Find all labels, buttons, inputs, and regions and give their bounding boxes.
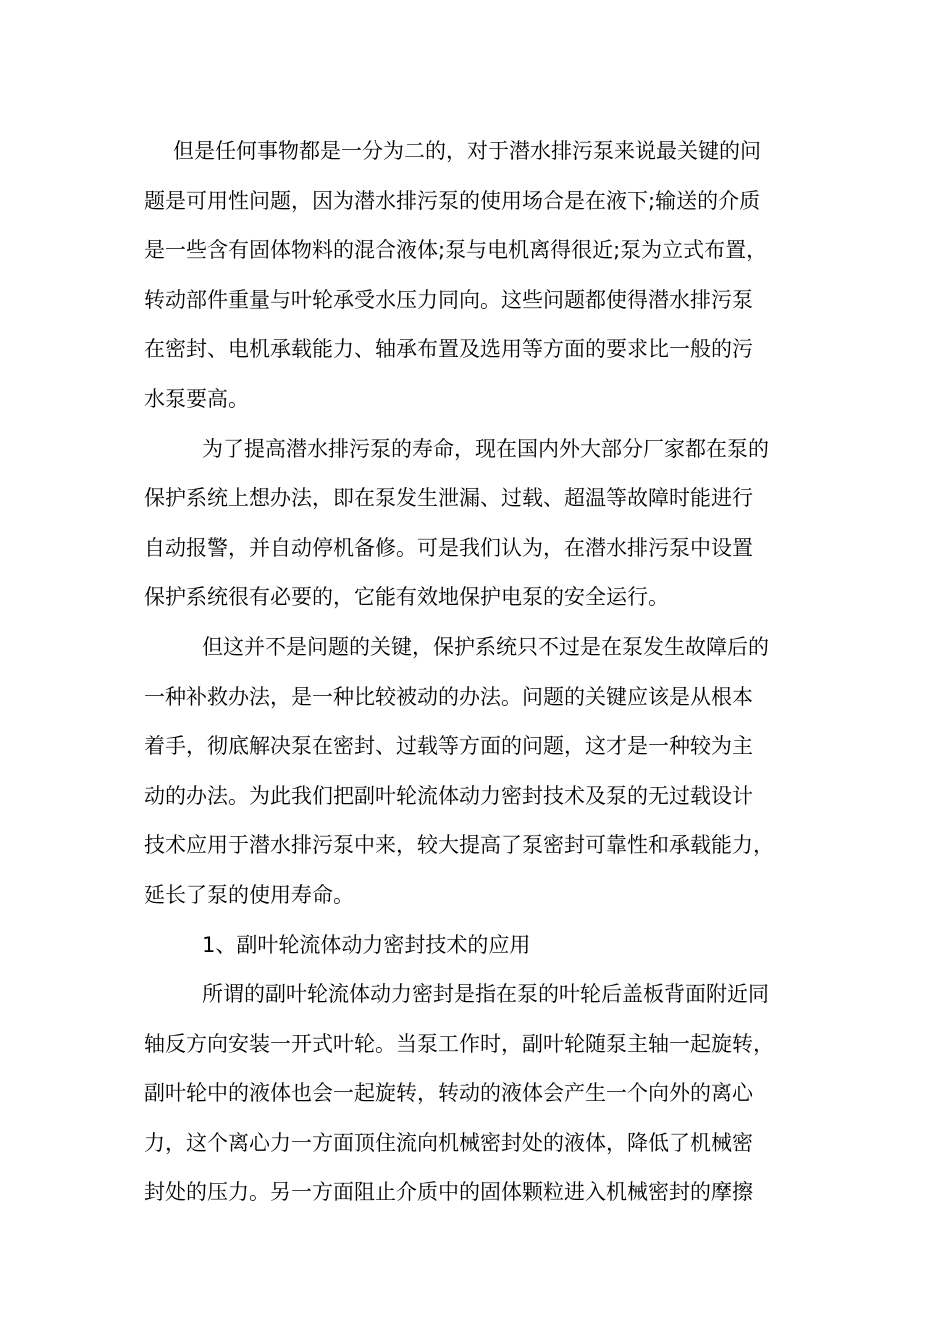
- text-line-4: 转动部件重量与叶轮承受水压力同向。这些问题都使得潜水排污泵: [144, 287, 753, 312]
- text-line-16: 延长了泵的使用寿命。: [144, 882, 354, 907]
- text-line-6: 水泵要高。: [144, 386, 249, 411]
- text-line-9: 自动报警，并自动停机备修。可是我们认为，在潜水排污泵中设置: [144, 535, 753, 560]
- text-line-19: 轴反方向安装一开式叶轮。当泵工作时，副叶轮随泵主轴一起旋转，: [144, 1031, 774, 1056]
- text-line-20: 副叶轮中的液体也会一起旋转，转动的液体会产生一个向外的离心: [144, 1081, 753, 1106]
- text-line-2: 题是可用性问题，因为潜水排污泵的使用场合是在液下;输送的介质: [144, 188, 761, 213]
- text-line-10: 保护系统很有必要的，它能有效地保护电泵的安全运行。: [144, 585, 669, 610]
- text-line-21: 力，这个离心力一方面顶住流向机械密封处的液体，降低了机械密: [144, 1130, 753, 1155]
- section-heading: 1、副叶轮流体动力密封技术的应用: [202, 932, 531, 957]
- text-line-8: 保护系统上想办法，即在泵发生泄漏、过载、超温等故障时能进行: [144, 486, 753, 511]
- text-line-11: 但这并不是问题的关键，保护系统只不过是在泵发生故障后的: [202, 634, 769, 659]
- text-line-13: 着手，彻底解决泵在密封、过载等方面的问题，这才是一种较为主: [144, 734, 753, 759]
- text-line-14: 动的办法。为此我们把副叶轮流体动力密封技术及泵的无过载设计: [144, 783, 753, 808]
- text-line-18: 所谓的副叶轮流体动力密封是指在泵的叶轮后盖板背面附近同: [202, 982, 769, 1007]
- text-line-15: 技术应用于潜水排污泵中来，较大提高了泵密封可靠性和承载能力，: [144, 833, 774, 858]
- text-line-7: 为了提高潜水排污泵的寿命，现在国内外大部分厂家都在泵的: [202, 436, 769, 461]
- text-line-22: 封处的压力。另一方面阻止介质中的固体颗粒进入机械密封的摩擦: [144, 1180, 753, 1205]
- text-line-1: 但是任何事物都是一分为二的，对于潜水排污泵来说最关键的问: [173, 139, 761, 163]
- document-body: [144, 127, 834, 1218]
- text-line-5: 在密封、电机承载能力、轴承布置及选用等方面的要求比一般的污: [144, 337, 753, 362]
- text-line-3: 是一些含有固体物料的混合液体;泵与电机离得很近;泵为立式布置，: [144, 238, 768, 263]
- text-line-12: 一种补救办法，是一种比较被动的办法。问题的关键应该是从根本: [144, 684, 753, 709]
